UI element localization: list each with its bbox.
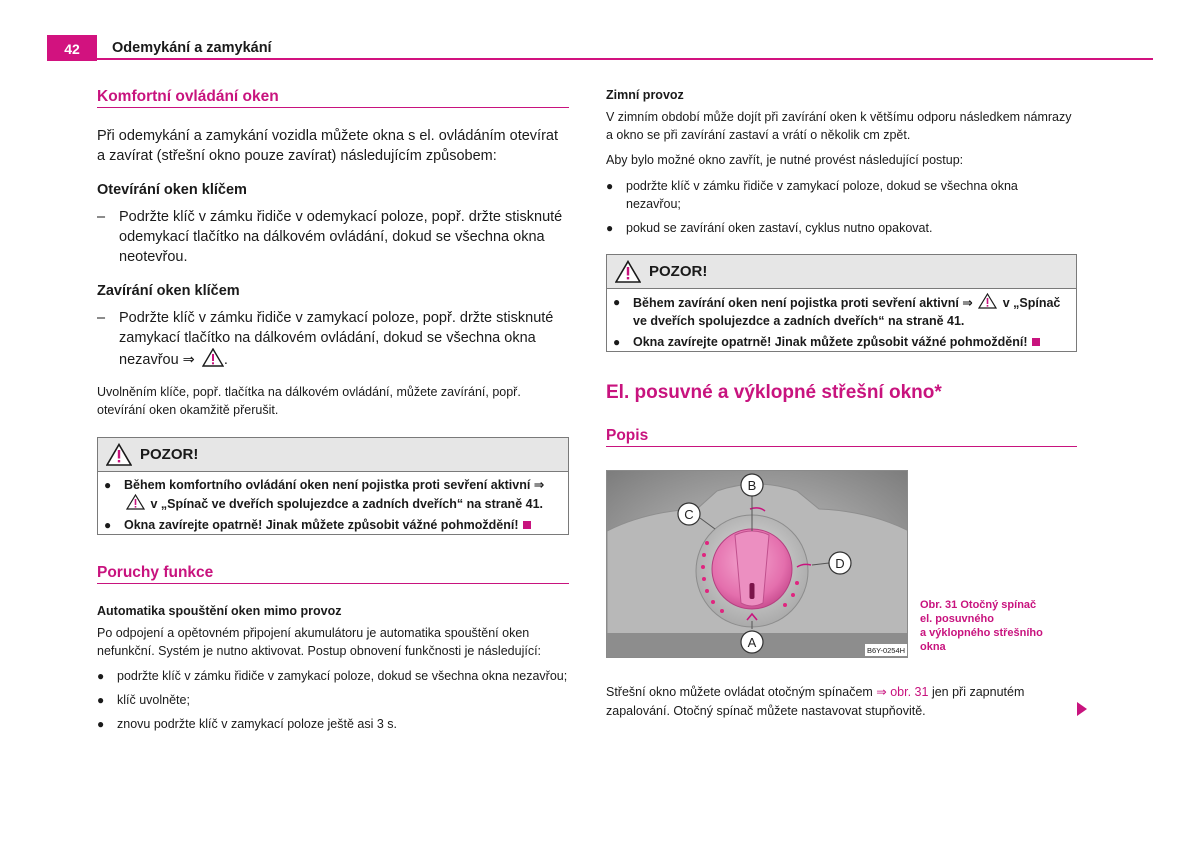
bullet-icon: ● (613, 335, 621, 349)
warning-header (607, 255, 1076, 289)
header-rule (47, 58, 1153, 60)
winter-paragraph-2: Aby bylo možné okno zavřít, je nutné provést následující postup: (606, 153, 964, 167)
warning-header (98, 438, 568, 472)
page-number: 42 (47, 35, 97, 61)
bullet-icon: ● (606, 179, 614, 193)
close-text-end: . (223, 352, 228, 368)
callout-a-label: A (747, 635, 757, 650)
section-rule (97, 107, 569, 108)
warning-bullet (613, 333, 1070, 351)
warning-bullet (104, 476, 562, 513)
callout-a (741, 631, 763, 653)
warning-box (606, 254, 1077, 352)
faults-list (97, 667, 569, 733)
bullet-icon: ● (613, 295, 621, 309)
open-instruction (97, 207, 569, 267)
figure-caption: Obr. 31 Otočný spínač el. posuvného a výklopného střešního okna (920, 599, 1043, 653)
final-paragraph: Střešní okno můžete ovládat otočným spínačem ⇒ obr. 31 jen při zapnutém zapalování. Otočný spínač můžete nastavovat stupňovitě. (606, 685, 1025, 718)
warning-bullet (104, 516, 562, 534)
dash-marker: – (97, 209, 106, 225)
bullet-icon: ● (104, 518, 112, 532)
sunroof-switch-figure (606, 470, 908, 658)
bullet-icon: ● (97, 717, 105, 731)
callout-c-label: C (684, 507, 694, 522)
faults-heading: Automatika spouštění oken mimo provoz (97, 604, 342, 618)
figure-reference-link[interactable]: ⇒ obr. 31 (876, 685, 929, 699)
warning-triangle-icon[interactable] (978, 293, 997, 309)
winter-heading: Zimní provoz (606, 88, 684, 102)
bullet-icon: ● (606, 221, 614, 235)
callout-b-label: B (747, 478, 757, 493)
callout-c (678, 503, 700, 525)
figure-code: B6Y-0254H (866, 646, 906, 655)
list-item: ● podržte klíč v zámku řidiče v zamykací poloze, dokud se všechna okna nezavřou; (606, 179, 1018, 211)
callout-b (741, 474, 763, 496)
bullet-icon: ● (97, 693, 105, 707)
callout-d (829, 552, 851, 574)
list-item: ● pokud se zavírání oken zastaví, cyklus nutno opakovat. (606, 221, 933, 235)
warning-text-2: Okna zavírejte opatrně! Jinak můžete způsobit vážné pohmoždění! (124, 518, 519, 532)
section-title-sunroof: El. posuvné a výklopné střešní okno* (606, 382, 942, 403)
bullet-icon: ● (104, 478, 112, 492)
open-heading: Otevírání oken klíčem (97, 182, 247, 198)
warning-text-2: Okna zavírejte opatrně! Jinak můžete způsobit vážné pohmoždění! (633, 335, 1028, 349)
section-rule (97, 583, 569, 584)
warning-triangle-icon (615, 260, 641, 283)
bullet-icon: ● (97, 669, 105, 683)
warning-text-1a: Během komfortního ovládání oken není pojistka proti sevření aktivní ⇒ (124, 478, 545, 492)
faults-paragraph: Po odpojení a opětovném připojení akumulátoru je automatika spouštění oken nefunkční. Systém je nutno aktivovat. Postup obnovení funkčnosti je následující: (97, 626, 542, 658)
warning-triangle-icon (106, 443, 132, 466)
winter-paragraph: V zimním období může dojít při zavírání oken k většímu odporu následkem námrazy a okno se při zavírání zastaví a vrátí o několik cm zpět. (606, 110, 1072, 142)
intro-paragraph: Při odemykání a zamykání vozidla můžete okna s el. ovládáním otevírat a zavírat (střešní okno pouze zavírat) následujícím způsobem: (97, 128, 558, 164)
open-text: Podržte klíč v zámku řidiče v odemykací poloze, popř. držte stisknuté odemykací tlačítko na dálkovém ovládání, dokud se všechna okna neotevřou. (119, 209, 563, 265)
warning-text-1a: Během zavírání oken není pojistka proti sevření aktivní ⇒ (633, 296, 973, 310)
warning-triangle-icon[interactable] (126, 494, 145, 510)
warning-title: POZOR! (649, 263, 708, 280)
warning-text-1b: v „Spínač ve dveřích spolujezdce a zadních dveřích“ na straně 41. (150, 497, 543, 511)
section-title-comfort: Komfortní ovládání oken (97, 88, 279, 105)
section-title-faults: Poruchy funkce (97, 564, 214, 581)
close-heading: Zavírání oken klíčem (97, 283, 240, 299)
close-text: Podržte klíč v zámku řidiče v zamykací poloze, popř. držte stisknuté zamykací tlačítko na dálkovém ovládání, dokud se všechna okna nezavřou ⇒ (119, 310, 554, 368)
end-marker-icon (523, 521, 531, 529)
close-instruction (97, 308, 569, 370)
note-paragraph: Uvolněním klíče, popř. tlačítka na dálkovém ovládání, můžete zavírání, popř. otevírání oken okamžitě přerušit. (97, 385, 521, 417)
dash-marker: – (97, 310, 106, 326)
warning-bullet (613, 293, 1070, 330)
list-item: ● klíč uvolněte; (97, 693, 190, 707)
winter-list (606, 177, 1076, 237)
rotary-switch-illustration (607, 471, 908, 658)
list-item: ● znovu podržte klíč v zamykací poloze ještě asi 3 s. (97, 717, 397, 731)
warning-title: POZOR! (140, 446, 199, 463)
list-item: ● podržte klíč v zámku řidiče v zamykací poloze, dokud se všechna okna nezavřou; (97, 669, 568, 683)
section-rule (606, 446, 1077, 447)
arrow-right-icon[interactable] (1077, 702, 1087, 716)
callout-d-label: D (835, 556, 845, 571)
warning-box (97, 437, 569, 535)
warning-triangle-icon[interactable] (202, 348, 224, 367)
end-marker-icon (1032, 338, 1040, 346)
chapter-title: Odemykání a zamykání (112, 40, 272, 56)
warning-text-1b: v „Spínač ve dveřích spolujezdce a zadních dveřích“ na straně 41. (633, 296, 1061, 328)
subsection-title-description: Popis (606, 427, 649, 444)
